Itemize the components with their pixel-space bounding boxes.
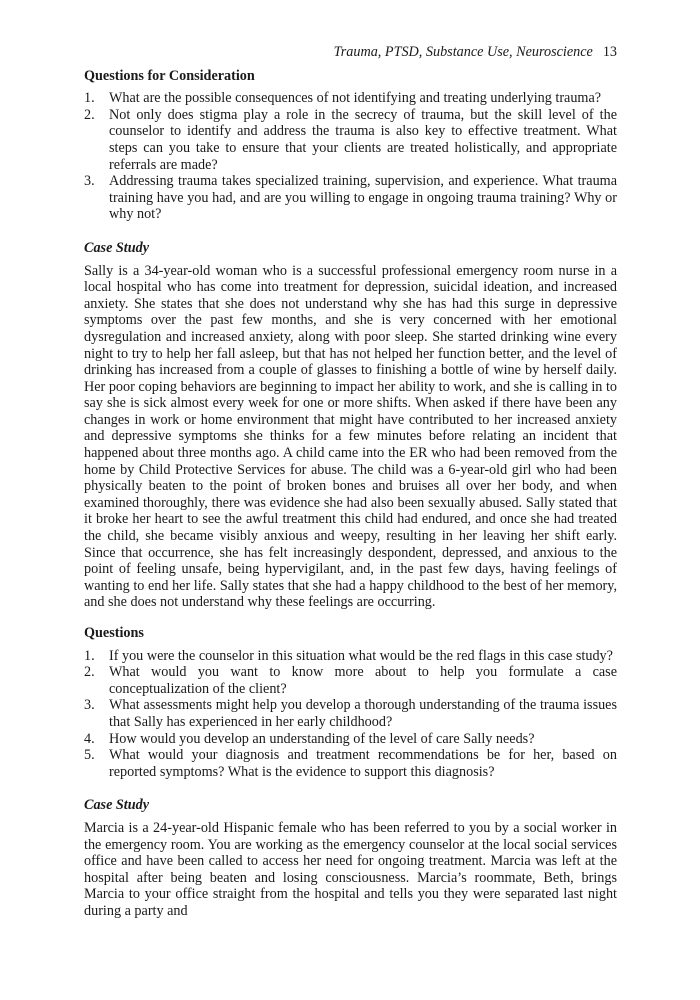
item-text: What would your diagnosis and treatment recommendations be for her, based on reported symptoms? What is the evidence to support this diagnosis? <box>109 747 617 780</box>
item-number: 4. <box>84 730 95 747</box>
item-number: 3. <box>84 173 95 190</box>
item-text: How would you develop an understanding of the level of care Sally needs? <box>109 730 535 747</box>
list-item <box>84 173 617 223</box>
list-item <box>84 648 617 665</box>
consideration-question-list <box>84 90 617 223</box>
list-item <box>84 731 617 748</box>
book-page <box>84 44 617 920</box>
running-title: Trauma, PTSD, Substance Use, Neuroscience <box>333 44 593 60</box>
item-number: 2. <box>84 664 95 681</box>
case-question-list <box>84 648 617 781</box>
case-study-body-marcia: Marcia is a 24-year-old Hispanic female who has been referred to you by a social worker in the emergency room. You are working as the emergency counselor at the local social services office and have been called to access her need for ongoing treatment. Marcia was left at the hospital after being beaten and losing consciousness. Marcia’s roommate, Beth, brings Marcia to your office straight from the hospital and tells you they were separated last night during a party and <box>84 819 617 919</box>
questions-for-consideration-heading: Questions for Consideration <box>84 67 255 84</box>
case-study-heading-marcia: Case Study <box>84 797 150 814</box>
page-number: 13 <box>602 44 617 60</box>
item-number: 3. <box>84 697 95 714</box>
case-study-body-sally: Sally is a 34-year-old woman who is a successful professional emergency room nurse in a local hospital who has come into treatment for depression, suicidal ideation, and increased anxiety. She states that she does not understand why she has had this surge in depressive symptoms over the past few months, and she is very concerned with her emotional dysregulation and increased anxiety, along with poor sleep. She started drinking wine every night to try to help her fall asleep, but that has not helped her function better, and the level of drinking has increased from a couple of glasses to finishing a bottle of wine by herself daily. Her poor coping behaviors are beginning to impact her ability to work, and she is calling in to say she is sick almost every week for one or more shifts. When asked if there have been any changes in work or home environment that might have contributed to her increased anxiety and depressive symptoms she thinks for a few minutes before relating an incident that happened about three months ago. A child came into the ER who had been removed from the home by Child Protective Services for abuse. The child was a 6-year-old girl who had been physically beaten to the point of broken bones and bruises all over her body, and when examined thoroughly, there was evidence she had also been sexually abused. Sally stated that it broke her heart to see the awful treatment this child had endured, and once she had treated the child, she became visibly anxious and weepy, resulting in her leaving her shift early. Since that occurrence, she has felt increasingly despondent, depressed, and anxious to the point of feeling unsafe, being hypervigilant, and, in the past few days, having feelings of wanting to end her life. Sally states that she had a happy childhood to the best of her memory, and she does not understand why these feelings are occurring. <box>84 262 617 611</box>
running-head <box>84 44 617 61</box>
item-text: What would you want to know more about to help you formulate a case conceptualization of the client? <box>109 664 617 697</box>
questions-heading: Questions <box>84 625 144 641</box>
list-item <box>84 697 617 730</box>
list-item <box>84 90 617 107</box>
list-item <box>84 107 617 173</box>
item-number: 1. <box>84 90 95 107</box>
item-number: 2. <box>84 106 95 123</box>
item-number: 5. <box>84 747 95 764</box>
item-text: What are the possible consequences of not identifying and treating underlying trauma? <box>109 90 602 107</box>
case-study-heading-sally: Case Study <box>84 239 150 256</box>
item-text: Addressing trauma takes specialized training, supervision, and experience. What trauma training have you had, and are you willing to engage in ongoing trauma training? Why or why not? <box>109 173 617 223</box>
item-text: What assessments might help you develop a thorough understanding of the trauma issues that Sally has experienced in her early childhood? <box>109 697 617 730</box>
item-text: Not only does stigma play a role in the secrecy of trauma, but the skill level of the counselor to identify and address the trauma is also key to effective treatment. What steps can you take to ensure that your clients are treated holistically, and appropriate referrals are made? <box>109 106 617 173</box>
list-item <box>84 747 617 780</box>
item-number: 1. <box>84 647 95 664</box>
item-text: If you were the counselor in this situation what would be the red flags in this case study? <box>109 647 613 664</box>
list-item <box>84 664 617 697</box>
